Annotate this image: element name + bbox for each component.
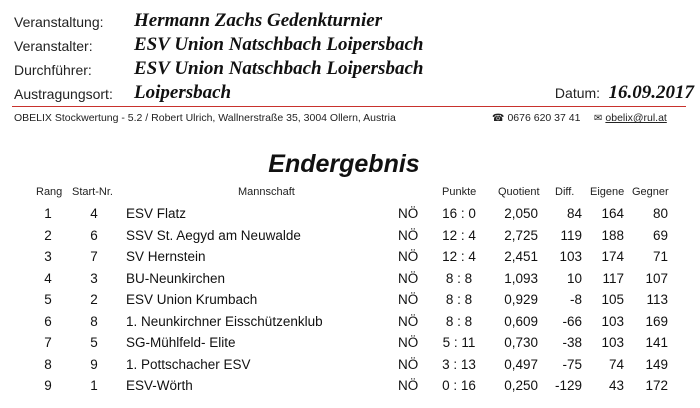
cell-quotient: 0,609 <box>504 313 538 329</box>
cell-land: NÖ <box>398 270 419 286</box>
cell-team: SSV St. Aegyd am Neuwalde <box>126 227 301 243</box>
phone-number: 0676 620 37 41 <box>507 112 581 124</box>
cell-rang: 4 <box>44 270 52 286</box>
cell-start: 4 <box>90 206 98 221</box>
table-row <box>0 290 700 312</box>
cell-quotient: 2,050 <box>504 206 538 221</box>
cell-eigene: 164 <box>601 206 624 221</box>
col-team: Mannschaft <box>238 186 295 198</box>
cell-land: NÖ <box>398 335 419 350</box>
meta-veranstaltung <box>14 10 694 34</box>
cell-punkte: 12 : 4 <box>442 249 476 264</box>
cell-start: 7 <box>90 249 98 264</box>
cell-diff: 84 <box>566 206 582 221</box>
cell-start: 5 <box>90 335 98 350</box>
email-contact <box>594 112 667 124</box>
cell-eigene: 105 <box>601 292 624 307</box>
meta-value: ESV Union Natschbach Loipersbach <box>134 58 424 79</box>
col-punkte: Punkte <box>442 186 477 198</box>
cell-land: NÖ <box>398 292 419 307</box>
cell-rang: 7 <box>44 335 52 350</box>
cell-start: 8 <box>90 313 98 329</box>
cell-eigene: 74 <box>608 356 624 372</box>
cell-gegner: 80 <box>652 206 668 221</box>
cell-rang: 9 <box>44 378 52 393</box>
software-footer <box>14 112 684 128</box>
cell-land: NÖ <box>398 378 419 393</box>
cell-quotient: 0,730 <box>504 335 538 350</box>
cell-rang: 8 <box>44 356 52 372</box>
table-row <box>0 333 700 355</box>
cell-punkte: 12 : 4 <box>442 227 476 243</box>
cell-diff: 103 <box>559 249 582 264</box>
page-title-text: Endergebnis <box>268 150 420 178</box>
cell-rang: 6 <box>44 313 52 329</box>
datum-label: Datum: <box>554 85 601 101</box>
meta-value: ESV Union Natschbach Loipersbach <box>134 34 424 55</box>
cell-gegner: 172 <box>645 378 668 393</box>
cell-diff: -8 <box>569 292 582 307</box>
meta-label: Veranstalter: <box>14 38 93 54</box>
cell-team: SG-Mühlfeld- Elite <box>126 335 236 350</box>
cell-start: 2 <box>90 292 98 307</box>
cell-land: NÖ <box>398 249 419 264</box>
cell-rang: 3 <box>44 249 52 264</box>
cell-rang: 2 <box>44 227 52 243</box>
cell-quotient: 2,451 <box>504 249 538 264</box>
meta-value: Hermann Zachs Gedenkturnier <box>134 10 383 31</box>
cell-eigene: 103 <box>601 335 624 350</box>
cell-gegner: 169 <box>645 313 668 329</box>
phone-contact <box>492 112 580 124</box>
meta-label: Veranstaltung: <box>14 14 104 30</box>
cell-start: 3 <box>90 270 98 286</box>
cell-gegner: 69 <box>652 227 668 243</box>
meta-veranstalter <box>14 34 694 58</box>
cell-gegner: 71 <box>652 249 668 264</box>
cell-eigene: 188 <box>601 227 624 243</box>
cell-team: ESV-Wörth <box>126 378 193 393</box>
cell-rang: 1 <box>44 206 52 221</box>
table-header <box>0 186 700 202</box>
cell-punkte: 8 : 8 <box>445 313 473 329</box>
cell-diff: -38 <box>562 335 582 350</box>
cell-diff: 10 <box>566 270 582 286</box>
cell-team: BU-Neunkirchen <box>126 270 226 286</box>
cell-punkte: 0 : 16 <box>442 378 476 393</box>
meta-value: Loipersbach <box>134 82 232 103</box>
col-eigene: Eigene <box>590 186 625 198</box>
table-row <box>0 204 700 226</box>
table-row <box>0 312 700 334</box>
table-row <box>0 247 700 269</box>
cell-rang: 5 <box>44 292 52 307</box>
col-rang: Rang <box>36 186 63 198</box>
cell-diff: -66 <box>562 313 582 329</box>
cell-quotient: 1,093 <box>504 270 538 286</box>
cell-gegner: 113 <box>646 292 668 307</box>
cell-start: 6 <box>90 227 98 243</box>
meta-label: Austragungsort: <box>14 86 113 102</box>
cell-land: NÖ <box>398 206 419 221</box>
datum-value: 16.09.2017 <box>608 82 694 103</box>
cell-eigene: 43 <box>608 378 624 393</box>
cell-diff: -129 <box>554 378 582 393</box>
col-gegner: Gegner <box>632 186 669 198</box>
meta-label: Durchführer: <box>14 62 92 78</box>
cell-eigene: 117 <box>602 270 624 286</box>
header-divider <box>12 106 686 107</box>
cell-land: NÖ <box>398 356 419 372</box>
col-quotient: Quotient <box>498 186 540 198</box>
cell-punkte: 16 : 0 <box>442 206 476 221</box>
col-start: Start-Nr. <box>72 186 113 198</box>
results-table <box>0 204 700 398</box>
cell-quotient: 0,497 <box>504 356 538 372</box>
cell-start: 9 <box>90 356 98 372</box>
cell-punkte: 5 : 11 <box>442 335 476 350</box>
cell-team: ESV Union Krumbach <box>126 292 258 307</box>
cell-gegner: 107 <box>645 270 668 286</box>
cell-quotient: 0,929 <box>504 292 538 307</box>
cell-team: 1. Neunkirchner Eisschützenklub <box>126 313 323 329</box>
cell-team: SV Hernstein <box>126 249 206 264</box>
cell-punkte: 8 : 8 <box>445 270 473 286</box>
table-row <box>0 226 700 248</box>
col-diff: Diff. <box>555 186 575 198</box>
cell-punkte: 8 : 8 <box>445 292 473 307</box>
mail-icon: ✉ <box>594 113 603 124</box>
cell-eigene: 103 <box>601 313 624 329</box>
cell-quotient: 2,725 <box>504 227 538 243</box>
table-row <box>0 376 700 398</box>
cell-eigene: 174 <box>601 249 624 264</box>
cell-start: 1 <box>90 378 98 393</box>
page-title <box>0 150 700 179</box>
cell-diff: 119 <box>560 227 582 243</box>
cell-gegner: 141 <box>645 335 668 350</box>
cell-gegner: 149 <box>645 356 668 372</box>
cell-punkte: 3 : 13 <box>442 356 476 372</box>
cell-diff: -75 <box>562 356 582 372</box>
cell-team: ESV Flatz <box>126 206 187 221</box>
email-link[interactable]: obelix@rul.at <box>605 112 667 124</box>
datum <box>555 82 694 104</box>
phone-icon: ☎ <box>492 113 505 124</box>
table-row <box>0 355 700 377</box>
cell-land: NÖ <box>398 227 419 243</box>
cell-quotient: 0,250 <box>504 378 538 393</box>
table-row <box>0 269 700 291</box>
cell-land: NÖ <box>398 313 419 329</box>
cell-team: 1. Pottschacher ESV <box>126 356 251 372</box>
meta-durchfuehrer <box>14 58 694 82</box>
software-info: OBELIX Stockwertung - 5.2 / Robert Ulrich, Wallnerstraße 35, 3004 Ollern, Austria <box>14 112 396 124</box>
